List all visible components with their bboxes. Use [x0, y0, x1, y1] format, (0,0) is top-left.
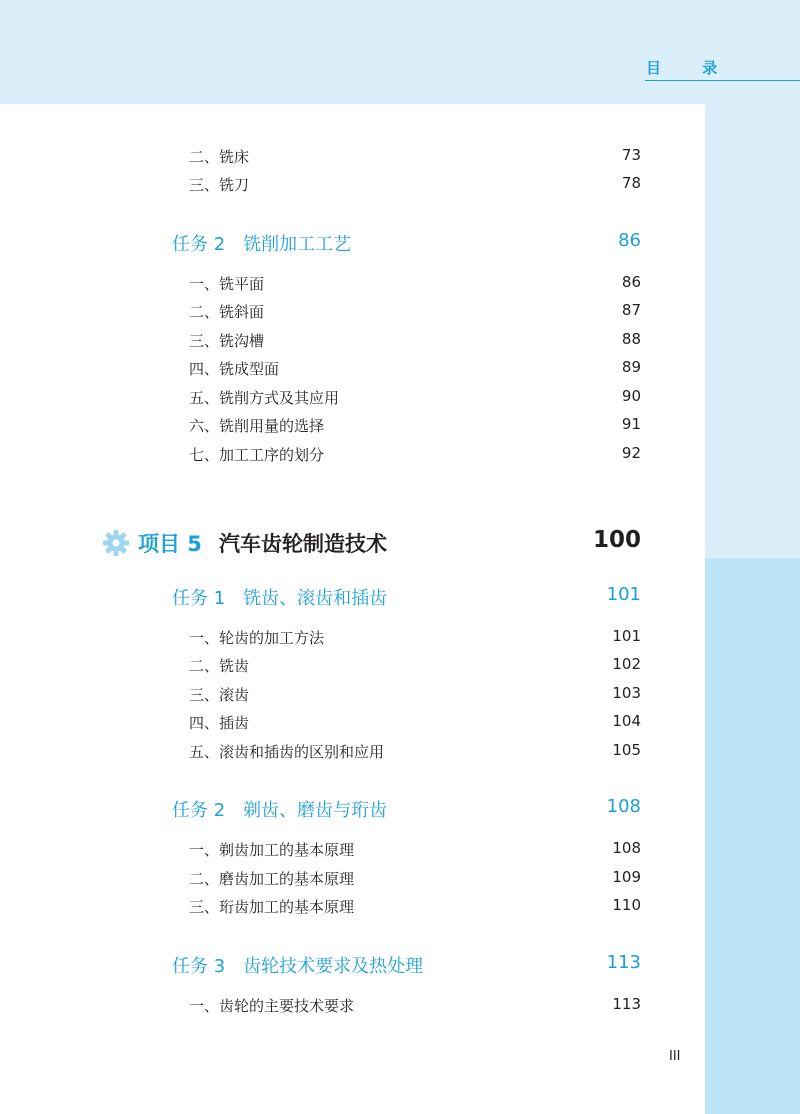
task-title: 任务 2 剃齿、磨齿与珩齿	[172, 800, 388, 821]
toc-entry-page: 103	[612, 684, 641, 702]
task-page: 113	[606, 952, 641, 973]
task-page: 86	[618, 230, 641, 251]
toc-entry-label: 一、铣平面	[189, 275, 265, 293]
task-page: 108	[606, 796, 641, 817]
toc-task-heading[interactable]	[0, 584, 800, 608]
toc-entry[interactable]	[0, 355, 800, 379]
toc-entry[interactable]	[0, 836, 800, 860]
toc-entry-page: 102	[612, 655, 641, 673]
toc-entry-label: 二、铣齿	[189, 657, 250, 675]
header-divider	[645, 80, 800, 81]
toc-entry[interactable]	[0, 992, 800, 1016]
toc-entry[interactable]	[0, 441, 800, 465]
toc-entry[interactable]	[0, 171, 800, 195]
toc-entry-page: 78	[621, 174, 641, 192]
toc-project-heading[interactable]	[0, 527, 800, 556]
toc-entry[interactable]	[0, 412, 800, 436]
toc-entry[interactable]	[0, 624, 800, 648]
toc-entry[interactable]	[0, 893, 800, 917]
toc-entry-label: 六、铣削用量的选择	[189, 417, 325, 435]
toc-entry-label: 四、插齿	[189, 714, 250, 732]
toc-entry[interactable]	[0, 738, 800, 762]
toc-entry-page: 105	[612, 741, 641, 759]
toc-entry-label: 五、铣削方式及其应用	[189, 389, 340, 407]
toc-entry-label: 二、磨齿加工的基本原理	[189, 870, 355, 888]
toc-entry-label: 一、剃齿加工的基本原理	[189, 841, 355, 859]
toc-entry-page: 91	[621, 415, 641, 433]
task-title: 任务 2 铣削加工工艺	[172, 234, 352, 255]
toc-entry[interactable]	[0, 298, 800, 322]
project-page: 100	[592, 527, 641, 553]
task-page: 101	[606, 584, 641, 605]
page-title: 目 录	[646, 59, 736, 77]
toc-entry-label: 四、铣成型面	[189, 360, 280, 378]
toc-entry-label: 七、加工工序的划分	[189, 446, 325, 464]
toc-entry-label: 一、齿轮的主要技术要求	[189, 997, 355, 1015]
toc-entry-page: 86	[621, 273, 641, 291]
toc-entry[interactable]	[0, 143, 800, 167]
toc-entry-page: 104	[612, 712, 641, 730]
toc-entry-page: 101	[612, 627, 641, 645]
toc-task-heading[interactable]	[0, 952, 800, 976]
toc-entry-page: 87	[621, 301, 641, 319]
task-title: 任务 1 铣齿、滚齿和插齿	[172, 588, 388, 609]
page-number: III	[669, 1049, 681, 1064]
toc-entry-page: 89	[621, 358, 641, 376]
toc-entry-label: 一、轮齿的加工方法	[189, 629, 325, 647]
task-title: 任务 3 齿轮技术要求及热处理	[172, 956, 424, 977]
toc-entry-page: 88	[621, 330, 641, 348]
toc-entry-page: 92	[621, 444, 641, 462]
toc-entry-label: 三、铣沟槽	[189, 332, 265, 350]
toc-entry-page: 90	[621, 387, 641, 405]
toc-entry[interactable]	[0, 652, 800, 676]
toc-entry[interactable]	[0, 270, 800, 294]
toc-entry[interactable]	[0, 865, 800, 889]
toc-entry-page: 110	[612, 896, 641, 914]
project-number: 项目 5	[138, 532, 202, 556]
toc-entry-page: 109	[612, 868, 641, 886]
project-title: 汽车齿轮制造技术	[219, 532, 387, 556]
toc-entry[interactable]	[0, 709, 800, 733]
toc-entry-label: 三、滚齿	[189, 686, 250, 704]
toc-task-heading[interactable]	[0, 796, 800, 820]
toc-entry[interactable]	[0, 384, 800, 408]
toc-entry-label: 三、铣刀	[189, 176, 250, 194]
toc-entry-label: 二、铣床	[189, 148, 250, 166]
toc-entry-label: 五、滚齿和插齿的区别和应用	[189, 743, 385, 761]
toc-task-heading[interactable]	[0, 230, 800, 254]
toc-entry-page: 73	[621, 146, 641, 164]
toc-entry[interactable]	[0, 327, 800, 351]
toc-entry[interactable]	[0, 681, 800, 705]
toc-entry-label: 二、铣斜面	[189, 303, 265, 321]
toc-entry-page: 108	[612, 839, 641, 857]
header-band	[0, 0, 800, 104]
toc-entry-page: 113	[612, 995, 641, 1013]
toc-entry-label: 三、珩齿加工的基本原理	[189, 898, 355, 916]
